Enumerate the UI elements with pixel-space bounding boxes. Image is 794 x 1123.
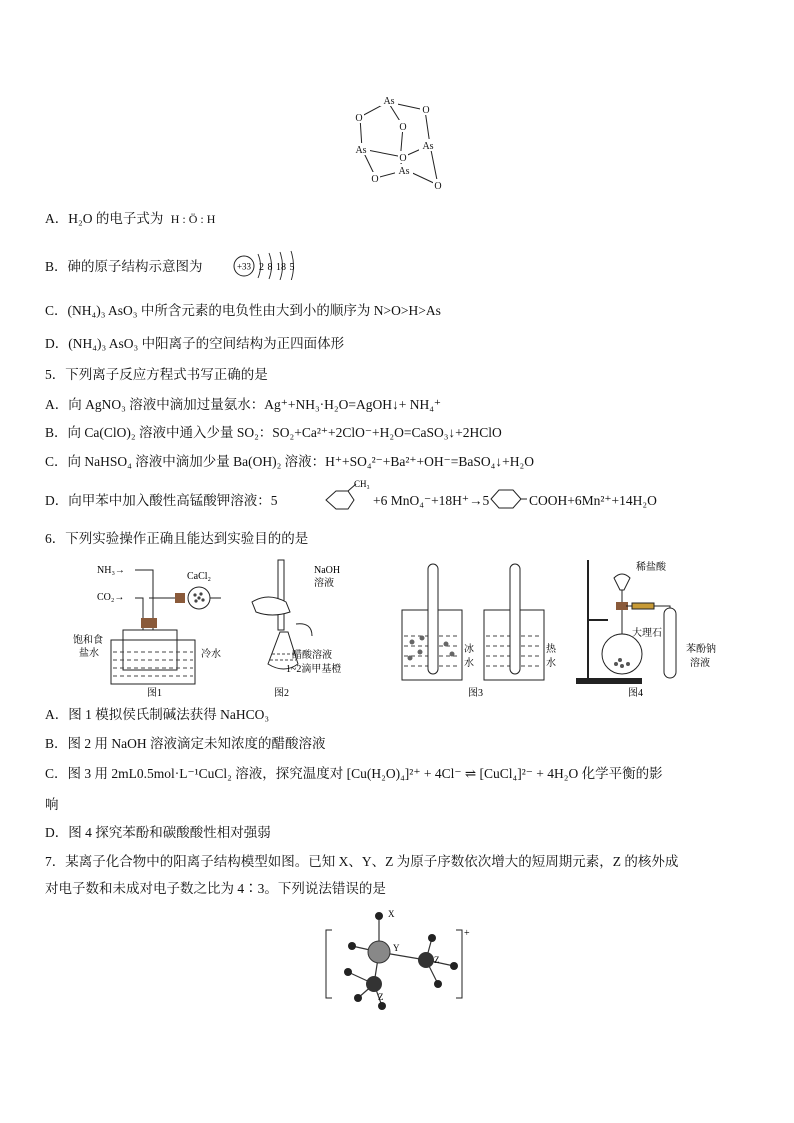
indicator-label: 1~2滴甲基橙 [286, 664, 342, 675]
option-text: (NH₄)₃ AsO₃ 中所含元素的电负性由大到小的顺序为 N>O>H>As [67, 303, 441, 318]
figure-3-beakers [398, 558, 564, 700]
option-letter: A． [45, 211, 69, 226]
atom-label: As [383, 96, 395, 107]
q5-option-d-middle: +6 MnO₄⁻+18H⁺→5 [373, 493, 490, 508]
nucleus-charge: +33 [236, 261, 252, 272]
option-letter: C． [45, 303, 68, 318]
hot-water-label: 热 [546, 644, 556, 655]
option-letter: D． [45, 336, 69, 351]
atom-label: As [398, 166, 410, 177]
cacl2-label: CaCl₂ [187, 571, 212, 582]
electron-formula: H : Ö : H [170, 212, 216, 226]
figure-1-apparatus [45, 558, 245, 700]
option-c [45, 302, 441, 320]
charge-label: + [464, 928, 470, 939]
q6-option-b: B．图 2 用 NaOH 溶液滴定未知浓度的醋酸溶液 [45, 736, 326, 751]
atom-label: O [434, 181, 442, 192]
question-7-line-2: 对电子数和未成对电子数之比为 4∶3。下列说法错误的是 [45, 881, 386, 896]
option-text: H₂O 的电子式为 [68, 211, 164, 226]
atom-label: O [422, 105, 430, 116]
figure-caption: 图4 [628, 688, 643, 699]
question-7-line-1: 7．某离子化合物中的阳离子结构模型如图。已知 X、Y、Z 为原子序数依次增大的短周期元素，Z 的核外成 [45, 854, 679, 869]
option-b [45, 258, 203, 276]
sodium-phenoxide-label: 苯酚钠 [686, 644, 716, 655]
figure-4-apparatus [574, 556, 744, 700]
q5-option-b: B．向 Ca(ClO)₂ 溶液中通入少量 SO₂：SO₂+Ca²⁺+2ClO⁻+H₂O=CaSO₃↓+2HClO [45, 425, 502, 440]
atom-label: As [355, 145, 367, 156]
co2-label: CO₂→ [97, 592, 125, 603]
methyl-label: CH₃ [354, 479, 370, 489]
figure-2-titration [232, 558, 352, 700]
atom-label: O [399, 153, 407, 164]
q6-option-a: A．图 1 模拟侯氏制碱法获得 NaHCO₃ [45, 707, 270, 722]
atom-label: As [422, 141, 434, 152]
q5-option-d-end: COOH+6Mn²⁺+14H₂O [529, 493, 657, 508]
acetic-acid-label: 醋酸溶液 [292, 650, 332, 661]
q5-option-d [45, 492, 278, 510]
benzoic-ring-icon [487, 481, 527, 517]
figure-caption: 图3 [468, 688, 483, 699]
hot-water-label: 水 [546, 658, 556, 669]
figure-caption: 图2 [274, 688, 289, 699]
brine-label: 盐水 [79, 648, 99, 659]
option-d [45, 335, 344, 353]
atom-z-label: Z [378, 992, 384, 1002]
ice-water-label: 水 [464, 658, 474, 669]
atom-label: O [355, 113, 363, 124]
option-text: 砷的原子结构示意图为 [67, 259, 203, 274]
electron-shells: 2 8 18 5 [259, 262, 295, 273]
atom-x-label: X [388, 909, 395, 919]
sodium-phenoxide-label: 溶液 [690, 658, 710, 669]
toluene-ring-icon [318, 478, 376, 520]
option-letter: B． [45, 259, 68, 274]
option-text: D．向甲苯中加入酸性高锰酸钾溶液：5 [45, 493, 278, 508]
cold-water-label: 冷水 [201, 649, 221, 660]
ice-water-label: 冰 [464, 644, 474, 655]
naoh-label: NaOH [314, 565, 341, 576]
naoh-label: 溶液 [314, 578, 334, 589]
as4o6-structure-figure [340, 90, 460, 198]
q5-option-c: C．向 NaHSO₄ 溶液中滴加少量 Ba(OH)₂ 溶液：H⁺+SO₄²⁻+Ba²⁺+OH⁻=BaSO₄↓+H₂O [45, 454, 534, 469]
q5-option-a: A．向 AgNO₃ 溶液中滴加过量氨水：Ag⁺+NH₃·H₂O=AgOH↓+ NH₄⁺ [45, 397, 442, 412]
question-6-stem: 6．下列实验操作正确且能达到实验目的的是 [45, 531, 309, 546]
atom-z-label: Z [434, 955, 440, 965]
atom-label: O [371, 174, 379, 185]
atom-y-label: Y [393, 943, 400, 953]
atom-label: O [399, 122, 407, 133]
q6-option-c: C．图 3 用 2mL0.5mol·L⁻¹CuCl₂ 溶液，探究温度对 [Cu(H₂O)₄]²⁺ + 4Cl⁻ ⇌ [CuCl₄]²⁻ + 4H₂O 化学平衡的影 [45, 766, 663, 781]
cation-structure-model [322, 902, 474, 1012]
figure-caption: 图1 [147, 688, 162, 699]
arsenic-atom-diagram [232, 250, 304, 280]
option-a [45, 210, 215, 228]
question-5-stem: 5．下列离子反应方程式书写正确的是 [45, 367, 268, 382]
marble-label: 大理石 [632, 628, 662, 639]
nh3-label: NH₃→ [97, 565, 125, 576]
q6-option-d: D．图 4 探究苯酚和碳酸酸性相对强弱 [45, 825, 271, 840]
option-text: (NH₄)₃ AsO₃ 中阳离子的空间结构为正四面体形 [68, 336, 345, 351]
q6-option-c-cont: 响 [45, 797, 59, 812]
brine-label: 饱和食 [73, 635, 103, 646]
hydrochloric-acid-label: 稀盐酸 [636, 562, 666, 573]
